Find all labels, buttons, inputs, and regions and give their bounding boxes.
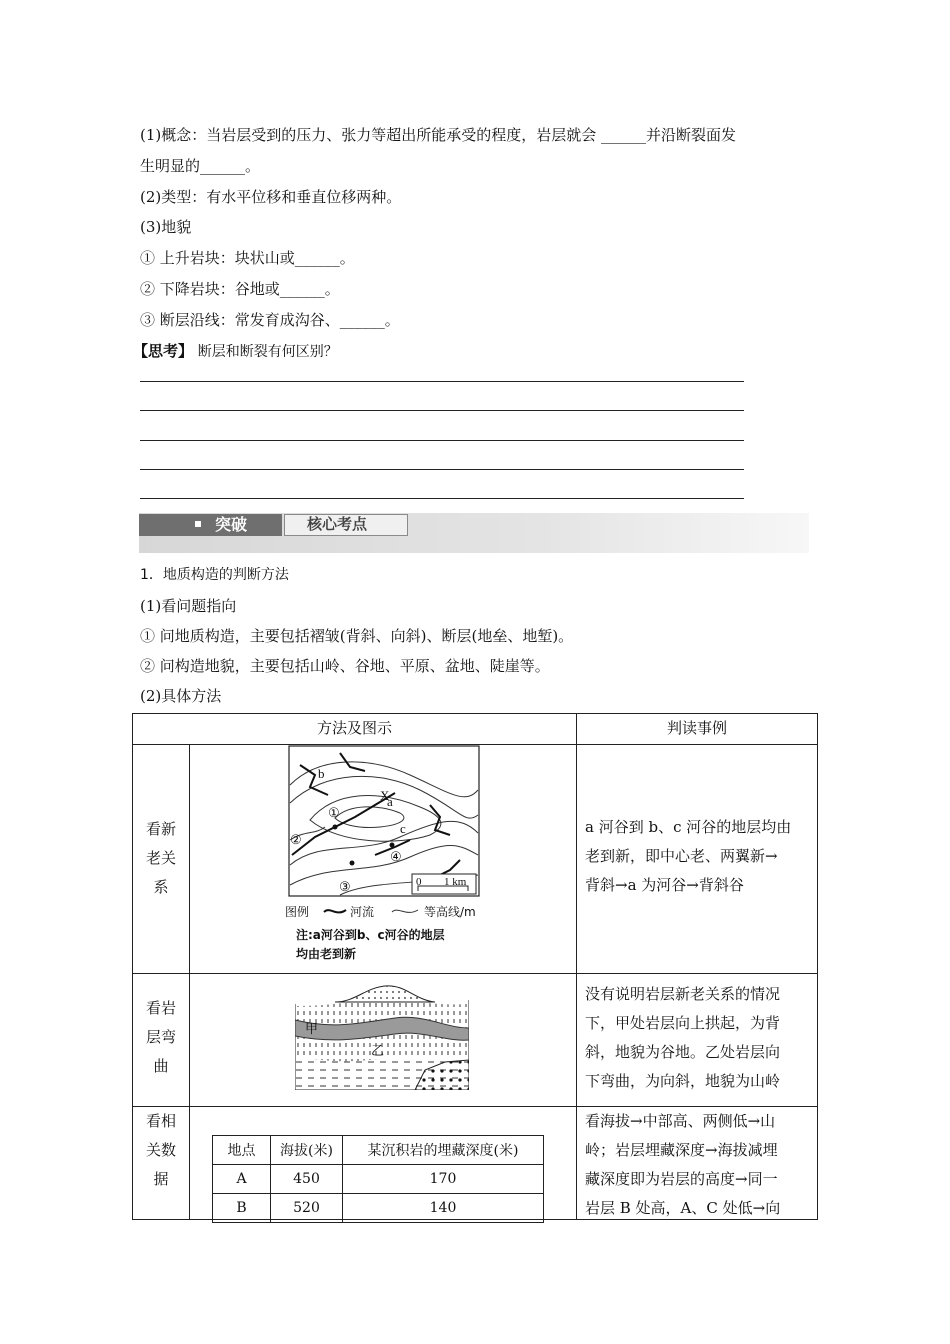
item-structure: ① 问地质构造，主要包括褶皱(背斜、向斜)、断层(地垒、地堑)。 [140,627,574,645]
data-cell: A [213,1165,271,1194]
bullet-icon [195,521,201,527]
example-text: 背斜→a 为河谷→背斜谷 [585,876,744,894]
data-header: 海拔(米) [271,1136,343,1165]
sub-heading-1: (1)看问题指向 [140,597,237,615]
elevation-data-table [212,1135,544,1223]
legend-river: 河流 [350,905,375,919]
example-text: a 河谷到 b、c 河谷的地层均由 [585,818,792,836]
answer-line [140,410,744,411]
answer-line [140,498,744,499]
data-cell: 170 [343,1165,544,1194]
figure-note-1: 注:a河谷到b、c河谷的地层 [296,928,445,942]
header-example: 判读事例 [576,713,818,745]
example-text: 老到新，即中心老、两翼新→ [585,847,778,865]
row-label-text: 关数 [145,1141,176,1159]
item-landform: ② 问构造地貌，主要包括山岭、谷地、平原、盆地、陡崖等。 [140,657,550,675]
row-label-cell [132,973,190,1107]
figure-note-2: 均由老到新 [296,947,357,961]
example-text: 没有说明岩层新老关系的情况 [585,985,781,1003]
concept-line-2: 生明显的______。 [140,157,261,175]
fold-section-figure [295,978,469,1090]
example-text: 岭；岩层埋藏深度→海拔减埋 [585,1141,778,1159]
map-label-2: ② [290,832,302,847]
section-banner [139,513,809,553]
data-cell: 140 [343,1194,544,1223]
row-label-text: 看岩 [145,999,176,1017]
example-text: 藏深度即为岩层的高度→同一 [585,1170,778,1188]
example-cell [576,973,818,1107]
concept-paragraph [140,120,820,182]
example-text: 岩层 B 处高，A、C 处低→向 [585,1199,781,1217]
think-question [133,341,338,362]
row-label-cell [132,744,190,974]
map-label-4: ④ [390,849,402,864]
contour-legend-icon [392,910,418,912]
scale-km: 1 km [444,876,467,888]
think-question-text: 断层和断裂有何区别？ [197,344,338,360]
fault-line: ③ 断层沿线：常发育成沟谷、______。 [140,311,400,329]
scale-zero: 0 [416,876,422,888]
banner-right-text: 核心考点 [307,515,368,533]
legend-title: 图例 [285,905,310,919]
section-title: 1．地质构造的判断方法 [140,567,289,583]
table-row [213,1194,544,1223]
example-cell [576,744,818,974]
landform-title: (3)地貌 [140,218,192,236]
row-label-text: 系 [153,878,169,896]
answer-line [140,440,744,441]
row-label-text: 据 [153,1170,169,1188]
example-text: 下弯曲，为向斜，地貌为山岭 [585,1072,781,1090]
data-header: 地点 [213,1136,271,1165]
answer-line [140,469,744,470]
legend-contour: 等高线/m [424,905,476,919]
map-label-1: ① [328,805,340,820]
sub-heading-2: (2)具体方法 [140,687,222,705]
answer-line [140,381,744,382]
data-cell: 520 [271,1194,343,1223]
row-label-text: 看新 [145,820,176,838]
fault-types: (2)类型：有水平位移和垂直位移两种。 [140,188,402,206]
map-label-3: ③ [339,879,351,894]
fold-label-yi: 乙 [371,1044,385,1059]
data-header: 某沉积岩的埋藏深度(米) [343,1136,544,1165]
rise-block: ① 上升岩块：块状山或______。 [140,249,355,267]
sink-block: ② 下降岩块：谷地或______。 [140,280,340,298]
think-label: 【思考】 [133,342,194,360]
row-label-text: 老关 [145,849,176,867]
row-label-text: 曲 [153,1057,169,1075]
data-cell: B [213,1194,271,1223]
header-method: 方法及图示 [132,713,577,745]
table-row [213,1165,544,1194]
contour-map-figure [280,745,485,967]
fold-label-jia: 甲 [305,1022,319,1037]
example-text: 下，甲处岩层向上拱起，为背 [585,1014,781,1032]
river-legend-icon [324,910,346,912]
banner-left-text: 突破 [215,515,248,534]
data-cell: 450 [271,1165,343,1194]
concept-line-1: (1)概念：当岩层受到的压力、张力等超出所能承受的程度，岩层就会 ______并沿断裂面发 [140,126,737,144]
row-label-text: 看相 [145,1112,176,1130]
row-label-text: 层弯 [145,1028,176,1046]
map-label-a: a [387,794,393,809]
row-label-cell [132,1106,190,1220]
map-label-x: X [380,788,390,803]
example-text: 斜，地貌为谷地。乙处岩层向 [585,1043,781,1061]
map-label-b: b [318,766,325,781]
example-cell [576,1106,818,1220]
map-label-c: c [400,821,406,836]
example-text: 看海拔→中部高、两侧低→山 [585,1112,776,1130]
